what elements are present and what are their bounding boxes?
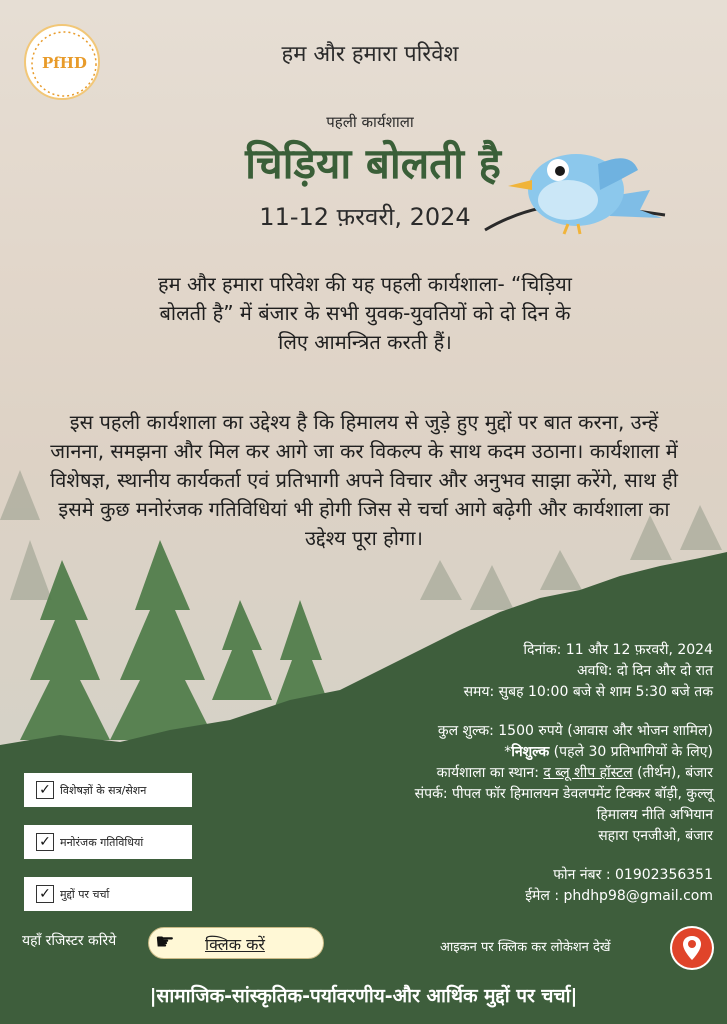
checklist-item: [24, 825, 192, 859]
free-label: निशुल्क: [511, 744, 550, 760]
detail-contact-2: हिमालय नीति अभियान: [596, 807, 713, 823]
detail-phone: फोन नंबर : 01902356351: [553, 867, 713, 883]
register-button[interactable]: [148, 927, 324, 959]
checklist-label: मनोरंजक गतिविधियां: [60, 835, 144, 849]
bird-illustration-icon: [480, 120, 670, 250]
detail-email[interactable]: ईमेल : phdhp98@gmail.com: [525, 888, 713, 904]
checkbox-icon: ✓: [36, 833, 54, 851]
detail-fee: कुल शुल्क: 1500 रुपये (आवास और भोजन शामिल): [437, 723, 713, 739]
register-button-label: क्लिक करें: [205, 935, 265, 954]
location-button[interactable]: [670, 926, 714, 970]
checkbox-icon: ✓: [36, 781, 54, 799]
event-details: [293, 640, 713, 907]
location-label: आइकन पर क्लिक कर लोकेशन देखें: [440, 940, 611, 955]
detail-free: *निशुल्क (पहले 30 प्रतिभागियों के लिए): [504, 744, 713, 760]
register-label: यहाँ रजिस्टर करिये: [22, 933, 117, 949]
intro-paragraph: हम और हमारा परिवेश की यह पहली कार्यशाला- “चिड़िया बोलती है” में बंजार के सभी युवक-युवतियों को दो दिन के लिए आमन्त्रित करती हैं।: [158, 272, 572, 354]
logo: [24, 24, 100, 100]
checklist-label: मुद्दों पर चर्चा: [60, 887, 110, 901]
detail-venue: कार्यशाला का स्थान: द ब्लू शीप हॉस्टल (तीर्थन), बंजार: [436, 765, 713, 781]
workshop-title: चिड़िया बोलती है: [245, 139, 501, 188]
detail-duration: अवधि: दो दिन और दो रात: [576, 663, 713, 679]
checklist-item: [24, 877, 192, 911]
venue-link[interactable]: द ब्लू शीप हॉस्टल: [543, 765, 633, 781]
footer-tagline: |सामाजिक-सांस्कृतिक-पर्यावरणीय-और आर्थिक मुद्दों पर चर्चा|: [149, 985, 578, 1007]
workshop-dates: 11-12 फ़रवरी, 2024: [259, 203, 471, 231]
workshop-subtitle: पहली कार्यशाला: [326, 113, 414, 131]
detail-date: दिनांक: 11 और 12 फ़रवरी, 2024: [523, 642, 713, 658]
checklist-item: [24, 773, 192, 807]
location-pin-icon: [670, 926, 714, 970]
detail-time: समय: सुबह 10:00 बजे से शाम 5:30 बजे तक: [463, 684, 713, 700]
checklist-label: विशेषज्ञों के सत्र/सेशन: [60, 783, 147, 797]
logo-monogram: PfHD: [42, 54, 87, 72]
pointing-hand-icon: ☛: [155, 930, 175, 955]
purpose-paragraph: इस पहली कार्यशाला का उद्देश्य है कि हिमालय से जुड़े हुए मुद्दों पर बात करना, उन्हें जानना, समझना और मिल कर आगे जा कर विकल्प के साथ कदम उठाना। कार्यशाला में विशेषज्ञ, स्थानीय कार्यकर्ता एवं प्रतिभागी अपने विचार और अनुभव साझा करेंगे, साथ ही इसमे कुछ मनोरंजक गतिविधियां भी होगी जिस से चर्चा आगे बढ़ेगी और कार्यशाला का उद्देश्य पूरा होगा।: [50, 410, 678, 550]
org-name: हम और हमारा परिवेश: [281, 42, 459, 67]
detail-contact-3: सहारा एनजीओ, बंजार: [598, 828, 713, 844]
detail-contact-1: संपर्क: पीपल फॉर हिमालयन डेवलपमेंट टिक्कर बॉड़ी, कुल्लू: [414, 786, 713, 802]
checkbox-icon: ✓: [36, 885, 54, 903]
